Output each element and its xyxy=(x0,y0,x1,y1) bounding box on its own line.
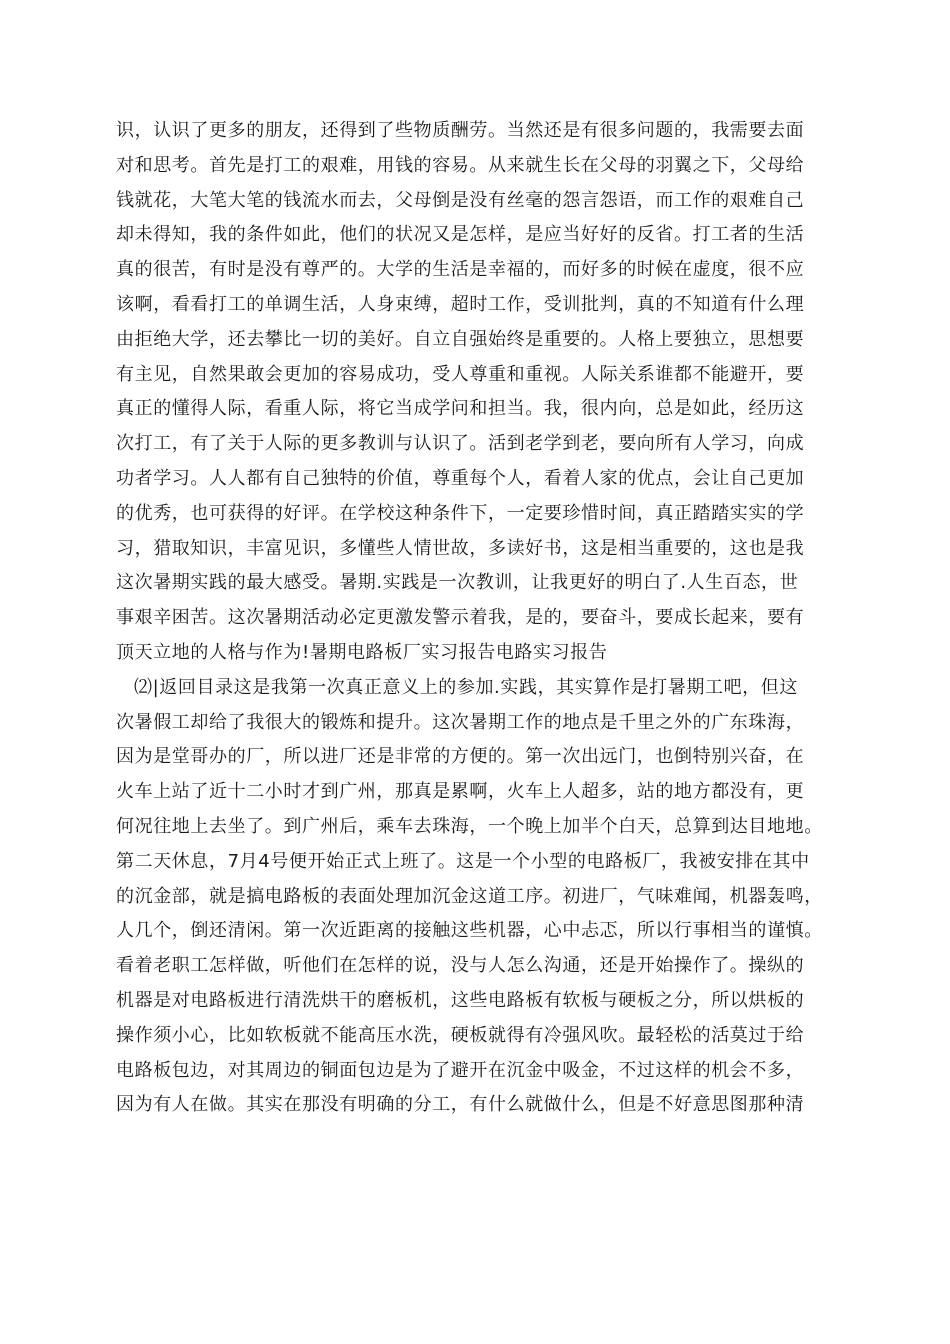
body-text xyxy=(116,114,846,1123)
text-line: 人几个，倒还清闲。第一次近距离的接触这些机器，心中忐忑，所以行事相当的谨慎。 xyxy=(116,920,823,942)
text-line: 该啊，看看打工的单调生活，人身束缚，超时工作，受训批判，真的不知道有什么理 xyxy=(116,293,805,315)
text-line: 的沉金部，就是搞电路板的表面处理加沉金这道工序。初进厂，气味难闻，机器轰鸣， xyxy=(116,885,823,907)
text-line: 对和思考。首先是打工的艰难，用钱的容易。从来就生长在父母的羽翼之下，父母给 xyxy=(116,154,805,176)
text-line: 习，猎取知识，丰富见识，多懂些人情世故，多读好书，这是相当重要的，这也是我 xyxy=(116,537,805,559)
text-line: 次打工，有了关于人际的更多教训与认识了。活到老学到老，要向所有人学习，向成 xyxy=(116,433,805,455)
text-line: 第二天休息，7月4号便开始正式上班了。这是一个小型的电路板厂，我被安排在其中 xyxy=(116,850,810,872)
text-line: 真正的懂得人际，看重人际，将它当成学问和担当。我，很内向，总是如此，经历这 xyxy=(116,398,805,420)
text-line: 事艰辛困苦。这次暑期活动必定更激发警示着我，是的，要奋斗，要成长起来，要有 xyxy=(116,607,805,629)
text-line: 火车上站了近十二小时才到广州，那真是累啊，火车上人超多，站的地方都没有，更 xyxy=(116,781,805,803)
text-line: 却未得知，我的条件如此，他们的状况又是怎样，是应当好好的反省。打工者的生活 xyxy=(116,224,805,246)
text-line: 机器是对电路板进行清洗烘干的磨板机，这些电路板有软板与硬板之分，所以烘板的 xyxy=(116,989,805,1011)
text-line: 何况往地上去坐了。到广州后，乘车去珠海，一个晚上加半个白天，总算到达目地地。 xyxy=(116,815,823,837)
text-line: 因为有人在做。其实在那没有明确的分工，有什么就做什么，但是不好意思图那种清 xyxy=(116,1094,805,1116)
text-line: 真的很苦，有时是没有尊严的。大学的生活是幸福的，而好多的时候在虚度，很不应 xyxy=(116,259,805,281)
text-line: 操作须小心，比如软板就不能高压水洗，硬板就得有冷强风吹。最轻松的活莫过于给 xyxy=(116,1024,805,1046)
text-line: 钱就花，大笔大笔的钱流水而去，父母倒是没有丝毫的怨言怨语，而工作的艰难自己 xyxy=(116,189,805,211)
text-line: 次暑假工却给了我很大的锻炼和提升。这次暑期工作的地点是千里之外的广东珠海， xyxy=(116,711,805,733)
section-2-start-line: ⑵|返回目录这是我第一次真正意义上的参加.实践，其实算作是打暑期工吧，但这 xyxy=(134,676,798,698)
text-line: 因为是堂哥办的厂，所以进厂还是非常的方便的。第一次出远门，也倒特别兴奋，在 xyxy=(116,746,805,768)
text-line: 功者学习。人人都有自己独特的价值，尊重每个人，看着人家的优点，会让自己更加 xyxy=(116,467,805,489)
text-line: 这次暑期实践的最大感受。暑期.实践是一次教训，让我更好的明白了.人生百态，世 xyxy=(116,572,799,594)
text-line: 看着老职工怎样做，听他们在怎样的说，没与人怎么沟通，还是开始操作了。操纵的 xyxy=(116,955,805,977)
text-line: 顶天立地的人格与作为!暑期电路板厂实习报告电路实习报告 xyxy=(116,641,608,663)
text-line: 由拒绝大学，还去攀比一切的美好。自立自强始终是重要的。人格上要独立，思想要 xyxy=(116,328,805,350)
text-line: 的优秀，也可获得的好评。在学校这种条件下，一定要珍惜时间，真正踏踏实实的学 xyxy=(116,502,805,524)
text-line: 电路板包边，对其周边的铜面包边是为了避开在沉金中吸金，不过这样的机会不多， xyxy=(116,1059,805,1081)
text-line: 识，认识了更多的朋友，还得到了些物质酬劳。当然还是有很多问题的，我需要去面 xyxy=(116,120,805,141)
text-line: 有主见，自然果敢会更加的容易成功，受人尊重和重视。人际关系谁都不能避开，要 xyxy=(116,363,805,385)
